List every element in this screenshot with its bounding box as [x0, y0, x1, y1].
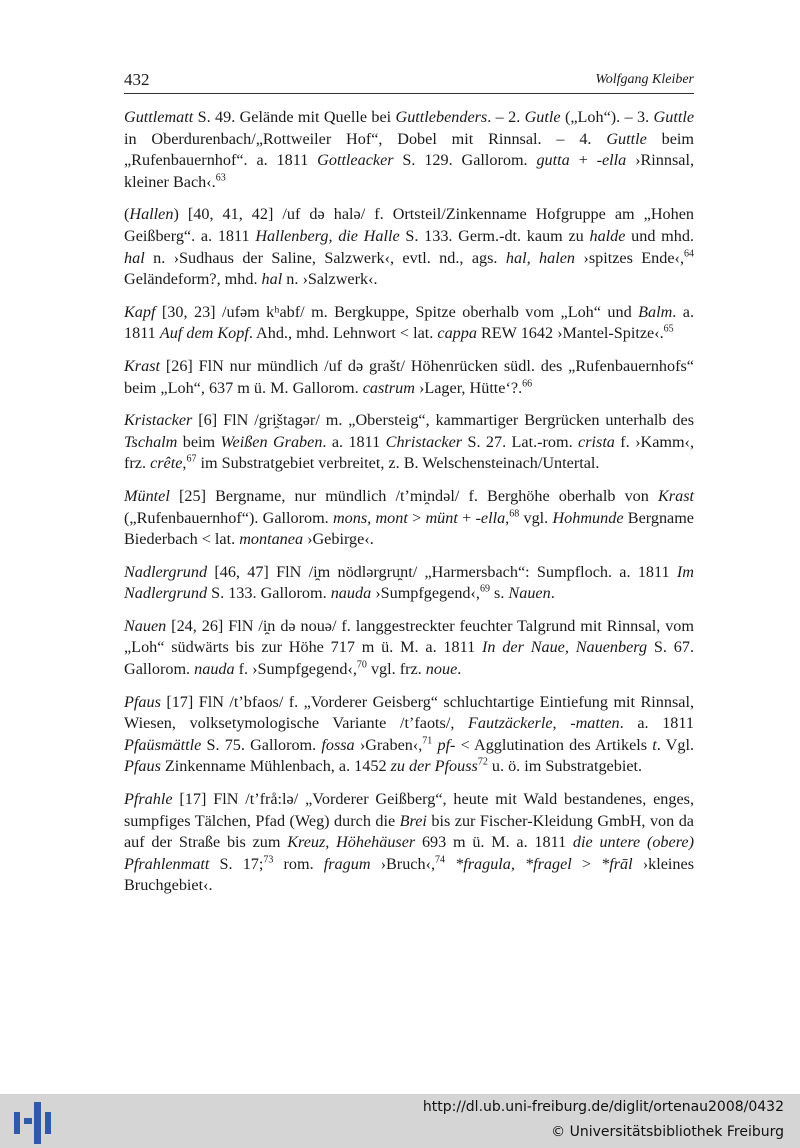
italic-term: In der Naue, Nauenberg	[482, 638, 648, 657]
text-run: < Agglutination des Artikels	[455, 735, 653, 754]
entry-paragraph	[124, 410, 694, 475]
text-run: ›Graben‹,	[354, 735, 423, 754]
italic-term: -ella	[475, 508, 506, 527]
text-run: +	[457, 508, 476, 527]
text-run: ›Rinnsal, kleiner Bach‹.	[124, 151, 695, 191]
italic-term: fossa	[321, 735, 355, 754]
italic-term: Guttle	[653, 108, 695, 126]
text-run: ›Lager, Hütte‘?.	[414, 378, 523, 397]
text-run: >	[571, 854, 602, 873]
text-run: ) [40, 41, 42] /uf də halə/ f. Ortsteil/Zinkenname Hofgruppe am „Hohen Geißberg“. a. 1811	[124, 205, 694, 245]
italic-term: Tschalm	[124, 432, 178, 451]
text-run: . Ahd., mhd. Lehnwort < lat.	[248, 324, 438, 343]
italic-term: Kreuz, Höhehäuser	[287, 833, 416, 852]
italic-term: hal	[124, 248, 145, 267]
text-run: [46, 47] FlN /i̯m nödlərgru̯nt/ „Harmersbach“: Sumpfloch. a. 1811	[207, 562, 677, 581]
text-run: beim „Rufenbauernhof“. a. 1811	[124, 129, 694, 170]
page-number: 432	[124, 70, 150, 89]
italic-term: t	[652, 735, 657, 754]
italic-term: Gottleacker	[317, 151, 394, 170]
footnote-ref: 74	[435, 854, 446, 866]
entry-paragraph	[124, 692, 694, 778]
italic-term: nauda	[194, 660, 235, 679]
entry-paragraph	[124, 616, 694, 681]
text-run: u. ö. im Substratgebiet.	[487, 757, 643, 776]
text-run: S. 49. Gelände mit Quelle bei	[193, 108, 396, 126]
running-head: Wolfgang Kleiber	[595, 72, 694, 87]
italic-term: Pfaus	[124, 692, 161, 711]
text-run: („Rufenbauernhof“). Gallorom.	[124, 508, 333, 527]
text-run: S. 67. Gallorom.	[124, 638, 694, 679]
entry-paragraph	[124, 486, 694, 551]
footnote-ref: 67	[186, 453, 197, 465]
text-run: und mhd.	[625, 226, 694, 245]
text-run: f. ›Sumpfgegend‹,	[234, 660, 357, 679]
italic-term: halde	[589, 226, 626, 245]
footer-bar	[0, 1094, 800, 1148]
footnote-ref: 63	[215, 172, 226, 184]
italic-term: Guttlebenders	[395, 108, 488, 126]
italic-term: Hallenberg, die Halle	[255, 226, 400, 245]
text-run: 693 m ü. M. a. 1811	[415, 833, 573, 852]
text-run: ›Bruch‹,	[370, 854, 436, 873]
italic-term: Krast	[124, 356, 160, 375]
footnote-ref: 65	[663, 323, 674, 335]
text-run: .	[550, 584, 555, 603]
permalink-url[interactable]: http://dl.ub.uni-freiburg.de/diglit/ortenau2008/0432	[422, 1099, 784, 1115]
text-run: [17] FlN /t’bfaos/ f. „Vorderer Geisberg“ schluchtartige Eintiefung mit Rinnsal, Wiesen, volksetymologische Variante /t’faots/,	[124, 692, 694, 733]
text-run: . Vgl.	[656, 735, 695, 754]
entry-paragraph	[124, 562, 694, 605]
italic-term: pf-	[437, 735, 456, 754]
text-run: Geländeform?, mhd.	[124, 270, 262, 289]
text-run: [17] FlN /t’frå:lə/ „Vorderer Geißberg“, heute mit Wald bestandenes, enges, sumpfiges Tälchen, Pfad (Weg) durch die	[124, 790, 694, 830]
text-run: >	[407, 508, 426, 527]
italic-term: die untere (obere) Pfrahlenmatt	[124, 833, 694, 873]
entry-paragraph	[124, 356, 694, 399]
text-run: ›Gebirge‹.	[303, 530, 374, 549]
text-run: S. 27. Lat.-rom.	[462, 432, 579, 451]
text-run: REW 1642 ›Mantel-Spitze‹.	[476, 324, 664, 343]
italic-term: Müntel	[124, 486, 170, 505]
text-run: vgl.	[519, 508, 553, 527]
italic-term: Hallen	[129, 205, 174, 224]
text-run: Zinkenname Mühlenbach, a. 1452	[160, 757, 391, 776]
text-run: . a. 1811	[322, 432, 386, 451]
text-run: f. ›Kamm‹, frz.	[124, 432, 694, 473]
italic-term: Kapf	[124, 302, 156, 321]
italic-term: Im Nadlergrund	[124, 562, 694, 603]
text-run: ,	[505, 508, 510, 527]
text-run: +	[569, 151, 597, 170]
italic-term: Guttlematt	[124, 108, 194, 126]
italic-term: montanea	[239, 530, 304, 549]
italic-term: gutta	[536, 151, 570, 170]
footnote-ref: 64	[684, 248, 694, 260]
text-run: bis zur Fischer-Kleidung GmbH, von da auf der Straße bis zum	[124, 811, 694, 852]
text-run: ,	[182, 454, 187, 473]
text-run: . a. 1811	[619, 714, 694, 733]
italic-term: Pfaus	[124, 757, 161, 776]
entry-paragraph	[124, 789, 694, 897]
text-run: in Oberdurenbach/„Rottweiler Hof“, Dobel mit Rinnsal. – 4.	[124, 129, 607, 148]
italic-term: hal, halen	[505, 248, 576, 267]
footnote-ref: 71	[422, 735, 433, 747]
text-run: [6] FlN /gri̯štagər/ m. „Obersteig“, kammartiger Bergrücken unterhalb des	[192, 411, 694, 430]
text-run: S. 75. Gallorom.	[201, 735, 322, 754]
text-run: s.	[489, 584, 509, 603]
italic-term: Nadlergrund	[124, 562, 208, 581]
ub-freiburg-logo-icon	[14, 1102, 54, 1144]
italic-term: crista	[578, 432, 615, 451]
entry-paragraph	[124, 107, 694, 193]
italic-term: crête	[150, 454, 183, 473]
copyright-notice: © Universitätsbibliothek Freiburg	[551, 1124, 784, 1140]
text-run: [25] Bergname, nur mündlich /t’mi̯ndəl/ f. Berghöhe oberhalb von	[169, 486, 658, 505]
text-run: S. 133. Germ.-dt. kaum zu	[399, 226, 590, 245]
italic-term: Fautzäckerle, -matten	[468, 714, 620, 733]
footnote-ref: 73	[263, 854, 274, 866]
italic-term: Weißen Graben	[220, 432, 323, 451]
italic-term: münt	[425, 508, 458, 527]
italic-term: Krast	[658, 486, 694, 505]
text-run: beim	[177, 432, 221, 451]
italic-term: *fragula, *fragel	[455, 854, 572, 873]
italic-term: Christacker	[385, 432, 463, 451]
text-run: ›kleines Bruchgebiet‹.	[124, 854, 694, 895]
text-run: Bergname Biederbach < lat.	[124, 508, 694, 549]
text-run: . – 2.	[487, 108, 525, 126]
header-rule	[124, 93, 694, 94]
footnote-ref: 70	[356, 659, 367, 671]
text-run: ›Sumpfgegend‹,	[371, 584, 480, 603]
italic-term: mons, mont	[332, 508, 408, 527]
entry-paragraph	[124, 302, 694, 345]
italic-term: nauda	[330, 584, 372, 603]
page-header	[124, 70, 694, 92]
italic-term: Brei	[399, 811, 427, 830]
italic-term: Kristacker	[124, 411, 193, 430]
text-run: n. ›Sudhaus der Saline, Salzwerk‹, evtl. nd., ags.	[144, 248, 506, 267]
text-run: S. 133. Gallorom.	[207, 584, 331, 603]
text-run	[445, 855, 455, 873]
glossary-entries	[124, 107, 694, 908]
text-run: im Substratgebiet verbreitet, z. B. Welschensteinach/Untertal.	[196, 454, 600, 473]
italic-term: Balm	[638, 302, 673, 321]
footnote-ref: 72	[477, 757, 488, 769]
footnote-ref: 69	[479, 583, 490, 595]
text-run: .	[457, 660, 462, 679]
italic-term: castrum	[362, 378, 415, 397]
italic-term: Guttle	[606, 129, 647, 148]
italic-term: zu der Pfouss	[390, 757, 478, 776]
text-run: . a. 1811	[124, 302, 694, 343]
footnote-ref: 66	[522, 378, 533, 390]
italic-term: cappa	[437, 324, 477, 343]
italic-term: *frāl	[601, 854, 633, 873]
text-run: n. ›Salzwerk‹.	[282, 270, 378, 289]
italic-term: noue	[425, 660, 458, 679]
text-run: [30, 23] /ufəm kʰabf/ m. Bergkuppe, Spitze oberhalb vom „Loh“ und	[155, 302, 639, 321]
italic-term: fragum	[323, 854, 371, 873]
footnote-ref: 68	[509, 508, 520, 520]
text-run: [24, 26] FlN /i̯n də nouə/ f. langgestreckter feuchter Talgrund mit Rinnsal, vom „Loh“ südwärts bis zur Höhe 717 m ü. M. a. 1811	[124, 616, 694, 657]
italic-term: hal	[261, 270, 283, 289]
italic-term: Auf dem Kopf	[159, 324, 249, 343]
text-run: („Loh“). – 3.	[560, 108, 654, 126]
text-run: rom.	[273, 854, 324, 873]
text-run: ›spitzes Ende‹,	[575, 248, 684, 267]
text-run: S. 17;	[209, 854, 264, 873]
italic-term: Pfrahle	[124, 790, 173, 809]
italic-term: Nauen	[508, 584, 551, 603]
italic-term: Pfaüsmättle	[124, 735, 202, 754]
text-run: vgl. frz.	[366, 660, 426, 679]
italic-term: Gutle	[524, 108, 561, 126]
text-run: S. 129. Gallorom.	[393, 151, 537, 170]
italic-term: -ella	[596, 151, 627, 170]
text-run: (	[124, 205, 130, 224]
italic-term: Hohmunde	[552, 508, 624, 527]
entry-paragraph	[124, 204, 694, 290]
italic-term: Nauen	[124, 616, 167, 635]
text-run: [26] FlN nur mündlich /uf də grašt/ Höhenrücken südl. des „Rufenbauernhofs“ beim „Loh“, 637 m ü. M. Gallorom.	[124, 356, 694, 397]
